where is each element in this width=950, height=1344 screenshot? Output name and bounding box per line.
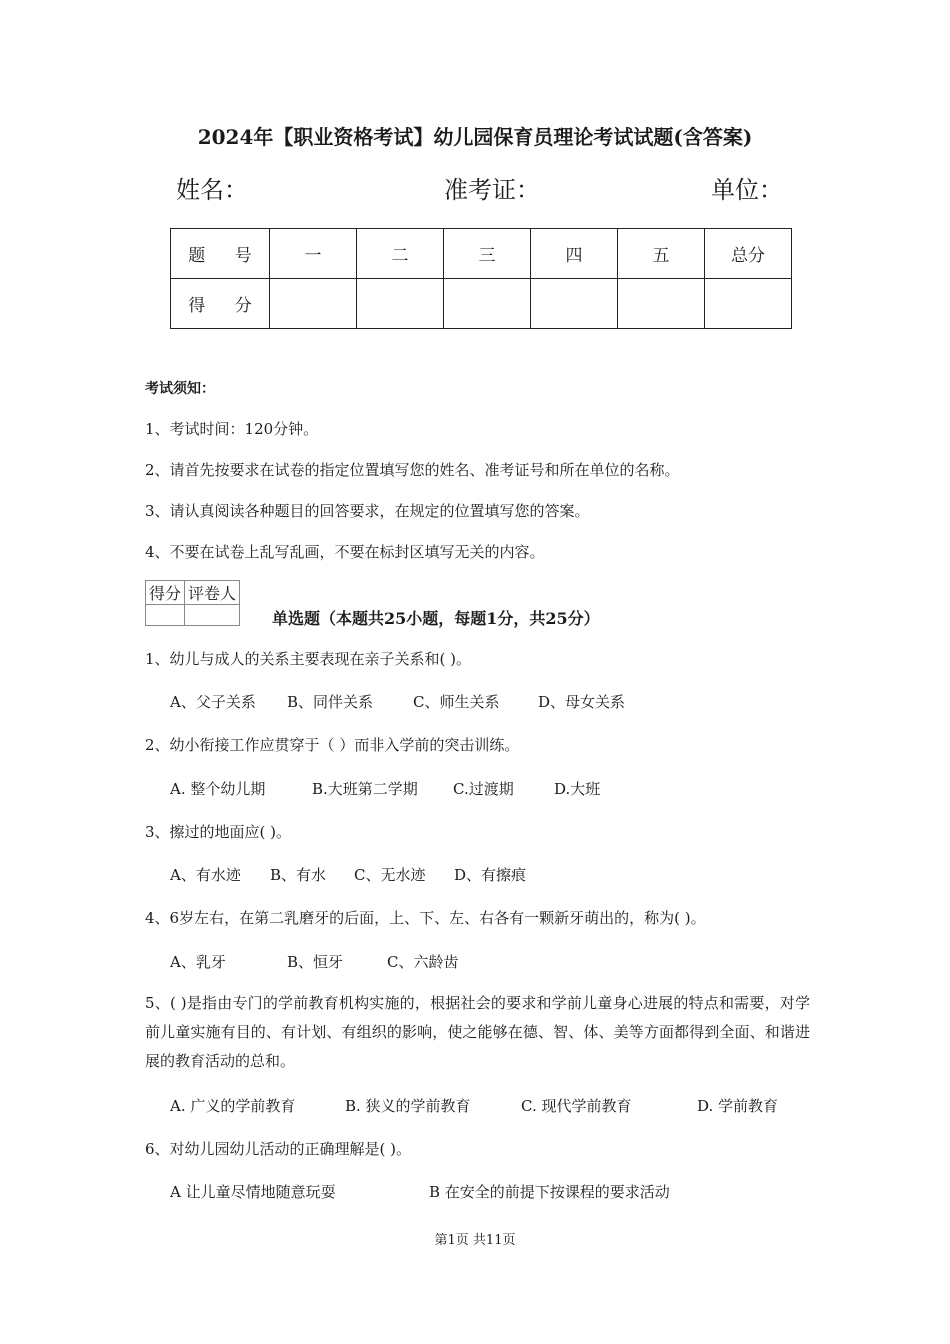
q2-option-c[interactable]: C.过渡期 bbox=[453, 780, 514, 798]
question-6: 6、对幼儿园幼儿活动的正确理解是( )。 bbox=[145, 1140, 412, 1158]
exam-id-label: 准考证： bbox=[444, 176, 540, 204]
grader-name-label: 评卷人 bbox=[185, 581, 240, 605]
page-title: 2024年【职业资格考试】幼儿园保育员理论考试试题(含答案) bbox=[197, 125, 753, 149]
score-cell-3[interactable] bbox=[444, 279, 531, 329]
q1-option-d[interactable]: D、母女关系 bbox=[538, 693, 626, 711]
notice-item: 4、不要在试卷上乱写乱画，不要在标封区填写无关的内容。 bbox=[145, 543, 545, 561]
page-footer: 第1页 共11页 bbox=[434, 1233, 516, 1248]
score-table-header-row bbox=[171, 229, 792, 279]
grader-score-label: 得分 bbox=[146, 581, 185, 605]
score-table-score-label: 得 分 bbox=[171, 279, 270, 329]
q3-option-c[interactable]: C、无水迹 bbox=[354, 866, 426, 884]
notice-item: 2、请首先按要求在试卷的指定位置填写您的姓名、准考证号和所在单位的名称。 bbox=[145, 461, 680, 479]
unit-label: 单位： bbox=[711, 176, 783, 204]
grader-box bbox=[145, 580, 240, 626]
q5-option-d[interactable]: D. 学前教育 bbox=[697, 1097, 779, 1115]
name-label: 姓名： bbox=[176, 176, 248, 204]
section-title: 单选题（本题共25小题，每题1分，共25分） bbox=[272, 609, 600, 628]
q6-option-b[interactable]: B 在安全的前提下按课程的要求活动 bbox=[429, 1183, 670, 1201]
score-cell-2[interactable] bbox=[357, 279, 444, 329]
grader-score-cell[interactable] bbox=[146, 605, 185, 626]
score-table-col-total: 总分 bbox=[705, 229, 792, 279]
score-table-header-label: 题 号 bbox=[171, 229, 270, 279]
q3-option-a[interactable]: A、有水迹 bbox=[170, 866, 241, 884]
q1-option-a[interactable]: A、父子关系 bbox=[170, 693, 256, 711]
notice-item: 1、考试时间：120分钟。 bbox=[145, 420, 319, 438]
q4-option-b[interactable]: B、恒牙 bbox=[287, 953, 344, 971]
score-cell-5[interactable] bbox=[618, 279, 705, 329]
q5-option-a[interactable]: A. 广义的学前教育 bbox=[170, 1097, 296, 1115]
score-table-score-row bbox=[171, 279, 792, 329]
score-cell-4[interactable] bbox=[531, 279, 618, 329]
q6-option-a[interactable]: A 让儿童尽情地随意玩耍 bbox=[170, 1183, 336, 1201]
notice-heading: 考试须知： bbox=[145, 381, 215, 397]
q1-option-c[interactable]: C、师生关系 bbox=[413, 693, 500, 711]
q2-option-b[interactable]: B.大班第二学期 bbox=[312, 780, 418, 798]
question-4: 4、6岁左右，在第二乳磨牙的后面，上、下、左、右各有一颗新牙萌出的，称为( )。 bbox=[145, 909, 706, 927]
score-cell-1[interactable] bbox=[270, 279, 357, 329]
score-table-col-1: 一 bbox=[270, 229, 357, 279]
q1-option-b[interactable]: B、同伴关系 bbox=[287, 693, 374, 711]
score-table-col-5: 五 bbox=[618, 229, 705, 279]
score-table-col-3: 三 bbox=[444, 229, 531, 279]
question-2: 2、幼小衔接工作应贯穿于（ ）而非入学前的突击训练。 bbox=[145, 736, 520, 754]
score-table-col-4: 四 bbox=[531, 229, 618, 279]
question-3: 3、擦过的地面应( )。 bbox=[145, 823, 292, 841]
q2-option-d[interactable]: D.大班 bbox=[554, 780, 601, 798]
q5-option-c[interactable]: C. 现代学前教育 bbox=[521, 1097, 632, 1115]
grader-name-cell[interactable] bbox=[185, 605, 240, 626]
q4-option-c[interactable]: C、六龄齿 bbox=[387, 953, 459, 971]
score-cell-total[interactable] bbox=[705, 279, 792, 329]
q2-option-a[interactable]: A. 整个幼儿期 bbox=[170, 780, 266, 798]
q3-option-d[interactable]: D、有擦痕 bbox=[454, 866, 527, 884]
score-table-col-2: 二 bbox=[357, 229, 444, 279]
score-table bbox=[170, 228, 792, 329]
notice-item: 3、请认真阅读各种题目的回答要求，在规定的位置填写您的答案。 bbox=[145, 502, 590, 520]
question-5: 5、( )是指由专门的学前教育机构实施的，根据社会的要求和学前儿童身心进展的特点和需要，对学前儿童实施有目的、有计划、有组织的影响，使之能够在德、智、体、美等方面都得到全面、和谐进展的教育活动的总和。 bbox=[145, 994, 810, 1070]
q4-option-a[interactable]: A、乳牙 bbox=[170, 953, 226, 971]
question-1: 1、幼儿与成人的关系主要表现在亲子关系和( )。 bbox=[145, 650, 472, 668]
q5-option-b[interactable]: B. 狭义的学前教育 bbox=[345, 1097, 471, 1115]
q3-option-b[interactable]: B、有水 bbox=[270, 866, 327, 884]
